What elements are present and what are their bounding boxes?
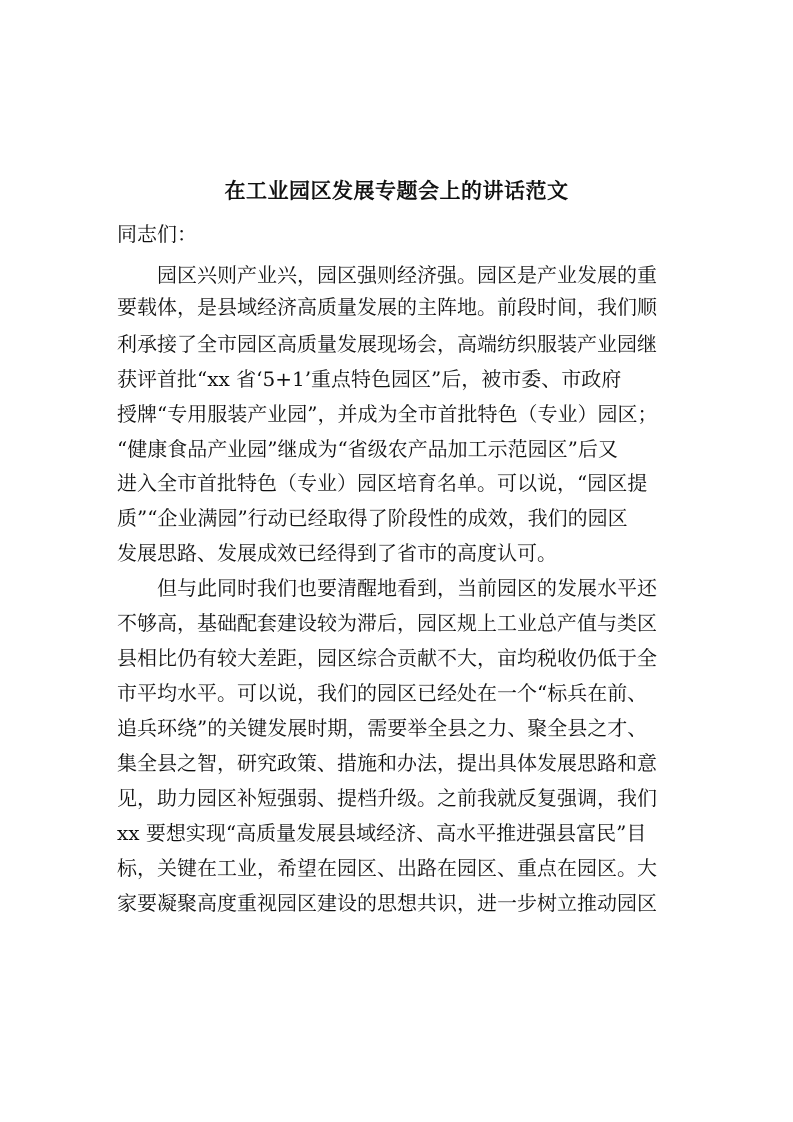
- paragraph-2-line: 家要凝聚高度重视园区建设的思想共识，进一步树立推动园区: [117, 891, 657, 915]
- paragraph-2-line: xx 要想实现“高质量发展县域经济、高水平推进强县富民”目: [117, 821, 647, 845]
- paragraph-2-line: 县相比仍有较大差距，园区综合贡献不大，亩均税收仍低于全: [117, 646, 657, 670]
- paragraph-2-line: 集全县之智，研究政策、措施和办法，提出具体发展思路和意: [117, 751, 657, 775]
- paragraph-1-line: 质”“企业满园”行动已经取得了阶段性的成效，我们的园区: [117, 506, 628, 530]
- paragraph-1-line: 获评首批“xx 省‘5+1’重点特色园区”后，被市委、市政府: [117, 367, 622, 391]
- paragraph-1-line: 园区兴则产业兴，园区强则经济强。园区是产业发展的重: [157, 263, 657, 287]
- paragraph-1-line: 利承接了全市园区高质量发展现场会，高端纺织服装产业园继: [117, 332, 657, 356]
- paragraph-2-line: 不够高，基础配套建设较为滞后，园区规上工业总产值与类区: [117, 611, 657, 635]
- paragraph-1-line: 授牌“专用服装产业园”，并成为全市首批特色（专业）园区；: [117, 402, 658, 426]
- paragraph-2-line: 标，关键在工业，希望在园区、出路在园区、重点在园区。大: [117, 856, 657, 880]
- paragraph-1-line: 要载体，是县域经济高质量发展的主阵地。前段时间，我们顺: [117, 295, 657, 319]
- paragraph-1-line: 发展思路、发展成效已经得到了省市的高度认可。: [117, 541, 557, 565]
- paragraph-1-line: “健康食品产业园”继成为“省级农产品加工示范园区”后又: [117, 437, 618, 461]
- paragraph-2-line: 追兵环绕”的关键发展时期，需要举全县之力、聚全县之才、: [117, 716, 648, 740]
- paragraph-2-line: 见，助力园区补短强弱、提档升级。之前我就反复强调，我们: [117, 786, 657, 810]
- paragraph-2-line: 但与此同时我们也要清醒地看到，当前园区的发展水平还: [157, 576, 657, 600]
- paragraph-2-line: 市平均水平。可以说，我们的园区已经处在一个“标兵在前、: [117, 681, 648, 705]
- paragraph-1-line: 进入全市首批特色（专业）园区培育名单。可以说，“园区提: [117, 471, 648, 495]
- salutation: 同志们：: [117, 222, 197, 246]
- document-title: 在工业园区发展专题会上的讲话范文: [224, 178, 569, 203]
